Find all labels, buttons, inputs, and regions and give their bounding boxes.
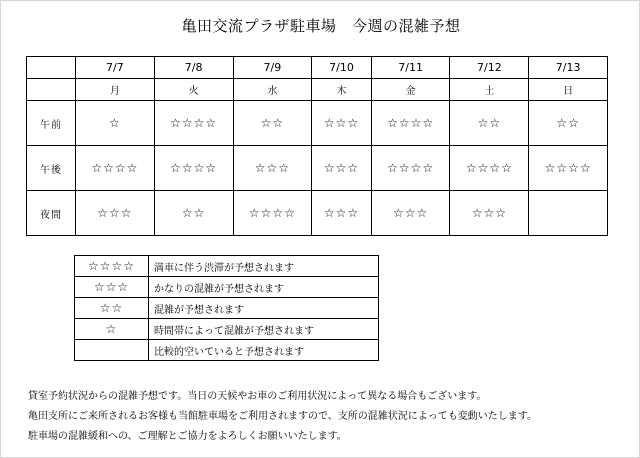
weekday-cell: 土: [450, 79, 529, 101]
legend-row: [75, 277, 379, 298]
legend-row: [75, 256, 379, 277]
rating-cell: ☆☆☆☆: [76, 146, 155, 191]
rating-cell: ☆☆☆☆: [154, 146, 233, 191]
rating-cell: ☆☆☆☆: [371, 101, 450, 146]
date-cell: 7/12: [450, 57, 529, 79]
weekday-cell: 火: [154, 79, 233, 101]
weekday-cell: 金: [371, 79, 450, 101]
date-cell: 7/9: [233, 57, 312, 79]
date-cell: 7/8: [154, 57, 233, 79]
rating-cell: ☆☆☆: [371, 191, 450, 236]
page-title: 亀田交流プラザ駐車場 今週の混雑予想: [181, 17, 461, 35]
note-line: 駐車場の混雑緩和への、ご理解とご協力をよろしくお願いいたします。: [28, 431, 347, 442]
legend-stars: ☆☆: [75, 298, 149, 319]
date-cell: 7/11: [371, 57, 450, 79]
corner-cell: [27, 79, 76, 101]
slot-label: 夜間: [27, 191, 76, 236]
rating-cell: ☆☆☆: [450, 191, 529, 236]
legend-row: [75, 319, 379, 340]
slot-label: 午後: [27, 146, 76, 191]
weekday-cell: 月: [76, 79, 155, 101]
rating-cell: ☆☆☆: [312, 146, 371, 191]
rating-cell: ☆☆: [154, 191, 233, 236]
weekday-cell: 木: [312, 79, 371, 101]
date-cell: 7/7: [76, 57, 155, 79]
corner-cell: [27, 57, 76, 79]
rating-cell: ☆☆: [233, 101, 312, 146]
afternoon-row: [27, 146, 608, 191]
legend-stars: ☆☆☆: [75, 277, 149, 298]
rating-cell: [529, 191, 608, 236]
note-line: 貸室予約状況からの混雑予想です。当日の天候やお車のご利用状況によって異なる場合もございます。: [28, 391, 487, 402]
weekday-header-row: [27, 79, 608, 101]
rating-cell: ☆: [76, 101, 155, 146]
notes-block: [28, 387, 537, 447]
date-cell: 7/10: [312, 57, 371, 79]
legend-table: [74, 255, 379, 361]
rating-cell: ☆☆☆: [312, 191, 371, 236]
legend-description: 時間帯によって混雑が予想されます: [149, 319, 379, 340]
legend-description: 満車に伴う渋滞が予想されます: [149, 256, 379, 277]
legend-description: 混雑が予想されます: [149, 298, 379, 319]
rating-cell: ☆☆☆: [76, 191, 155, 236]
weekday-cell: 日: [529, 79, 608, 101]
date-header-row: [27, 57, 608, 79]
date-cell: 7/13: [529, 57, 608, 79]
weekday-cell: 水: [233, 79, 312, 101]
rating-cell: ☆☆☆: [312, 101, 371, 146]
note-line: 亀田支所にご来所されるお客様も当館駐車場をご利用されますので、支所の混雑状況によっても変動いたします。: [28, 411, 537, 422]
legend-row: [75, 340, 379, 361]
legend-stars: [75, 340, 149, 361]
legend-description: 比較的空いていると予想されます: [149, 340, 379, 361]
rating-cell: ☆☆☆: [233, 146, 312, 191]
night-row: [27, 191, 608, 236]
rating-cell: ☆☆: [529, 101, 608, 146]
legend-stars: ☆: [75, 319, 149, 340]
rating-cell: ☆☆☆☆: [233, 191, 312, 236]
legend-row: [75, 298, 379, 319]
rating-cell: ☆☆☆☆: [529, 146, 608, 191]
slot-label: 午前: [27, 101, 76, 146]
rating-cell: ☆☆☆☆: [371, 146, 450, 191]
rating-cell: ☆☆☆☆: [450, 146, 529, 191]
morning-row: [27, 101, 608, 146]
rating-cell: ☆☆☆☆: [154, 101, 233, 146]
congestion-forecast-table: [26, 56, 608, 236]
legend-stars: ☆☆☆☆: [75, 256, 149, 277]
rating-cell: ☆☆: [450, 101, 529, 146]
legend-description: かなりの混雑が予想されます: [149, 277, 379, 298]
